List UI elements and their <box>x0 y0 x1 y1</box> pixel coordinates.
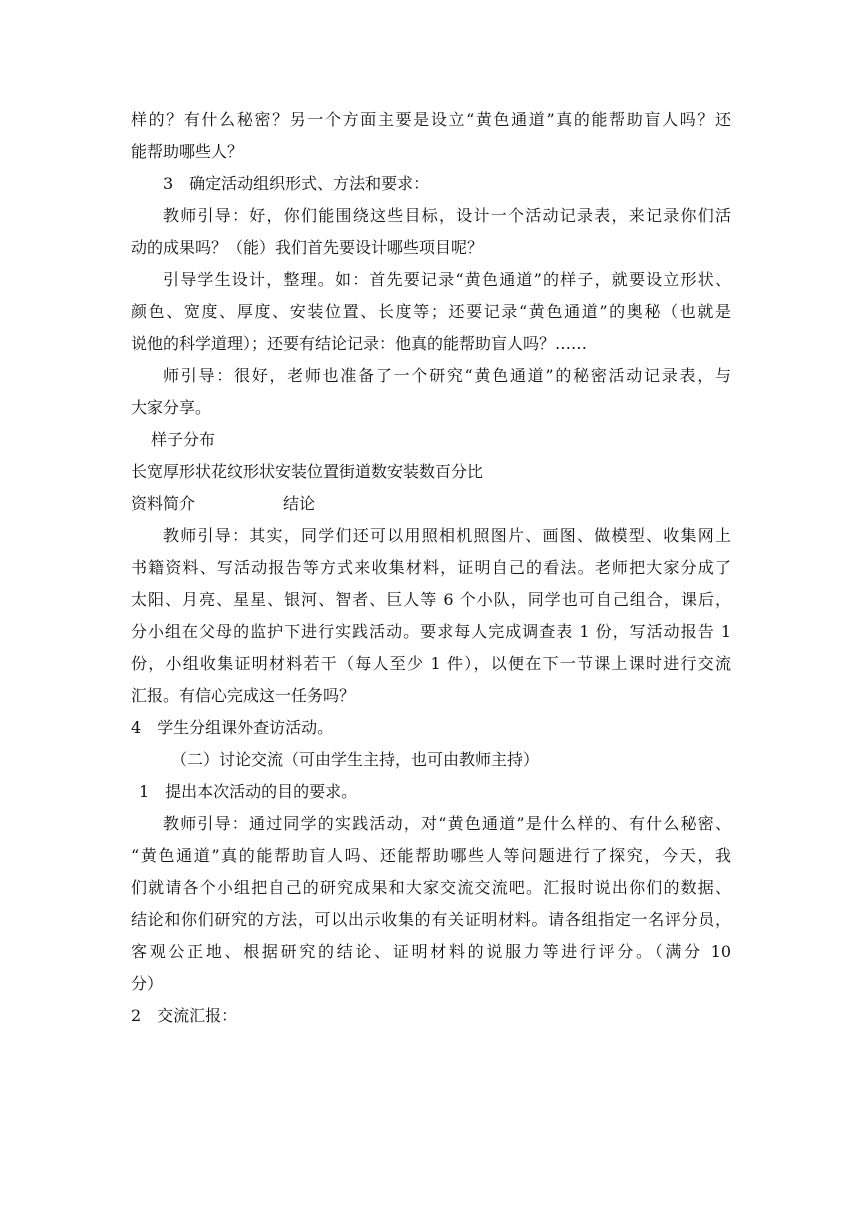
section-heading: 1 提出本次活动的目的要求。 <box>139 782 358 801</box>
paragraph-line: 能帮助哪些人？ <box>131 142 244 161</box>
paragraph-line: 教师引导：通过同学的实践活动，对“黄色通道”是什么样的、有什么秘密、 <box>163 814 731 833</box>
document-body <box>131 104 731 1032</box>
paragraph-line: 太阳、月亮、星星、银河、智者、巨人等 6 个小队，同学也可自己组合，课后， <box>131 590 731 609</box>
paragraph-line: 样的？有什么秘密？另一个方面主要是设立“黄色通道”真的能帮助盲人吗？还 <box>131 110 731 129</box>
paragraph-line: 师引导：很好，老师也准备了一个研究“黄色通道”的秘密活动记录表，与 <box>163 366 731 385</box>
paragraph-line: 书籍资料、写活动报告等方式来收集材料，证明自己的看法。老师把大家分成了 <box>131 558 731 577</box>
section-heading: 3 确定活动组织形式、方法和要求： <box>163 174 430 193</box>
conclusion-label: 结论 <box>283 494 316 513</box>
section-heading: 4 学生分组课外查访活动。 <box>131 718 334 737</box>
paragraph-line: “黄色通道”真的能帮助盲人吗、还能帮助哪些人等问题进行了探究，今天，我 <box>131 846 731 865</box>
paragraph-line: 客观公正地、根据研究的结论、证明材料的说服力等进行评分。（满分 10 <box>131 942 731 961</box>
paragraph-line: 教师引导：好，你们能围绕这些目标，设计一个活动记录表，来记录你们活 <box>163 206 731 225</box>
section-heading: （二）讨论交流（可由学生主持，也可由教师主持） <box>171 750 540 769</box>
paragraph-line: 结论和你们研究的方法，可以出示收集的有关证明材料。请各组指定一名评分员， <box>131 910 731 929</box>
section-heading: 2 交流汇报： <box>131 1006 238 1025</box>
table-footer-row <box>131 488 731 520</box>
paragraph-line: 教师引导：其实，同学们还可以用照相机照图片、画图、做模型、收集网上 <box>163 526 731 545</box>
paragraph-line: 大家分享。 <box>131 398 212 417</box>
paragraph-line: 颜色、宽度、厚度、安装位置、长度等；还要记录“黄色通道”的奥秘（也就是 <box>131 302 731 321</box>
paragraph-line: 分小组在父母的监护下进行实践活动。要求每人完成调查表 1 份，写活动报告 1 <box>131 622 731 641</box>
paragraph-line: 分） <box>131 974 164 993</box>
paragraph-line: 引导学生设计，整理。如：首先要记录“黄色通道”的样子，就要设立形状、 <box>163 270 731 289</box>
paragraph-line: 份，小组收集证明材料若干（每人至少 1 件），以便在下一节课上课时进行交流 <box>131 654 731 673</box>
table-header-row: 长宽厚形状花纹形状安装位置街道数安装数百分比 <box>131 462 484 481</box>
paragraph-line: 动的成果吗？（能）我们首先要设计哪些项目呢？ <box>131 238 484 257</box>
paragraph-line: 说他的科学道理）；还要有结论记录：他真的能帮助盲人吗？…… <box>131 334 588 353</box>
data-summary-label: 资料简介 <box>131 494 196 513</box>
paragraph-line: 汇报。有信心完成这一任务吗？ <box>131 686 356 705</box>
paragraph-line: 们就请各个小组把自己的研究成果和大家交流交流吧。汇报时说出你们的数据、 <box>131 878 731 897</box>
table-caption: 样子分布 <box>151 430 216 449</box>
